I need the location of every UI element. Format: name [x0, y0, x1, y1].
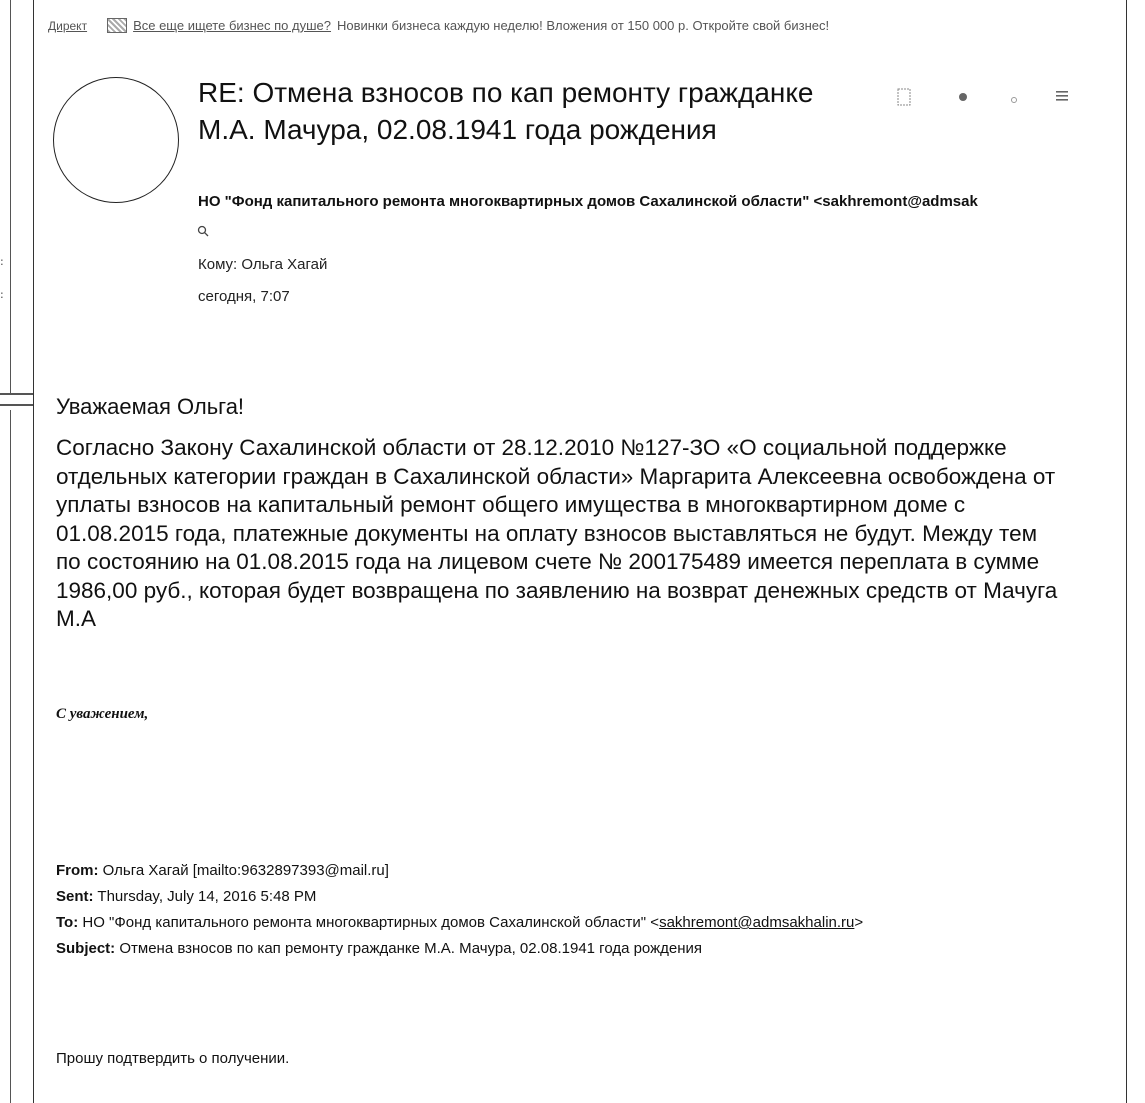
quoted-from-row [56, 858, 1116, 884]
ad-direct-link[interactable]: Директ [48, 18, 88, 33]
quoted-message [56, 858, 1116, 962]
body-paragraph: Согласно Закону Сахалинской области от 28.12.2010 №127-ЗО «О социальной поддержке отдельных категории граждан в Сахалинской области» Маргарита Алексеевна освобождена от уплаты взносов на капитальный ремонт общего имущества в многоквартирном доме с 01.08.2015 года, платежные документы на оплату взносов выставляться не будут. Между тем по состоянию на 01.08.2015 года на лицевом счете № 200175489 имеется переплата в сумме 1986,00 руб., которая будет возвращена по заявлению на возврат денежных средств от Мачуга М.А [56, 435, 1058, 631]
ad-text: Новинки бизнеса каждую неделю! Вложения от 150 000 р. Откройте свой бизнес! [337, 18, 830, 33]
quoted-to-row [56, 910, 1116, 936]
margin-mark: : [0, 288, 4, 301]
quoted-to-email-link[interactable]: sakhremont@admsakhalin.ru [659, 914, 855, 931]
ad-link[interactable]: Все еще ищете бизнес по душе? [133, 18, 332, 33]
message-toolbar [895, 88, 1075, 108]
tag-icon[interactable] [897, 88, 911, 109]
margin-line [10, 0, 11, 395]
quoted-subject-row [56, 936, 1116, 962]
quoted-from-label: From: [56, 862, 99, 879]
menu-icon[interactable] [1055, 89, 1069, 106]
message-sender[interactable]: НО "Фонд капитального ремонта многоквартирных домов Сахалинской области" <sakhremont@admsak [198, 193, 978, 210]
quoted-to-close: > [854, 914, 864, 931]
quoted-from-value: Ольга Хагай [mailto:9632897393@mail.ru] [102, 862, 389, 879]
quoted-sent-row [56, 884, 1116, 910]
body-greeting: Уважаемая Ольга! [56, 394, 245, 419]
message-recipient: Кому: Ольга Хагай [198, 256, 328, 273]
quoted-subject-value: Отмена взносов по кап ремонту гражданке М.А. Мачура, 02.08.1941 года рождения [119, 940, 703, 957]
quoted-sent-label: Sent: [56, 888, 94, 905]
margin-divider [0, 393, 33, 395]
quoted-to-value: НО "Фонд капитального ремонта многоквартирных домов Сахалинской области" < [82, 914, 660, 931]
frame-left-border [33, 0, 34, 1103]
body-signoff: С уважением, [56, 706, 149, 722]
margin-divider [0, 404, 33, 406]
message-date: сегодня, 7:07 [198, 288, 290, 305]
sender-avatar [53, 77, 179, 203]
ad-bar [48, 18, 1105, 33]
search-icon[interactable] [197, 225, 210, 241]
dot-icon[interactable] [957, 90, 969, 106]
quoted-confirm-text: Прошу подтвердить о получении. [56, 1050, 290, 1067]
ad-image-icon [107, 18, 127, 33]
message-subject: RE: Отмена взносов по кап ремонту гражданке М.А. Мачура, 02.08.1941 года рождения [198, 77, 814, 145]
quoted-to-label: To: [56, 914, 79, 931]
quoted-sent-value: Thursday, July 14, 2016 5:48 PM [97, 888, 317, 905]
frame-right-border [1126, 0, 1127, 1103]
quoted-subject-label: Subject: [56, 940, 116, 957]
small-dot-icon[interactable] [1009, 92, 1019, 108]
margin-mark: : [0, 255, 4, 268]
margin-line [10, 410, 11, 1103]
